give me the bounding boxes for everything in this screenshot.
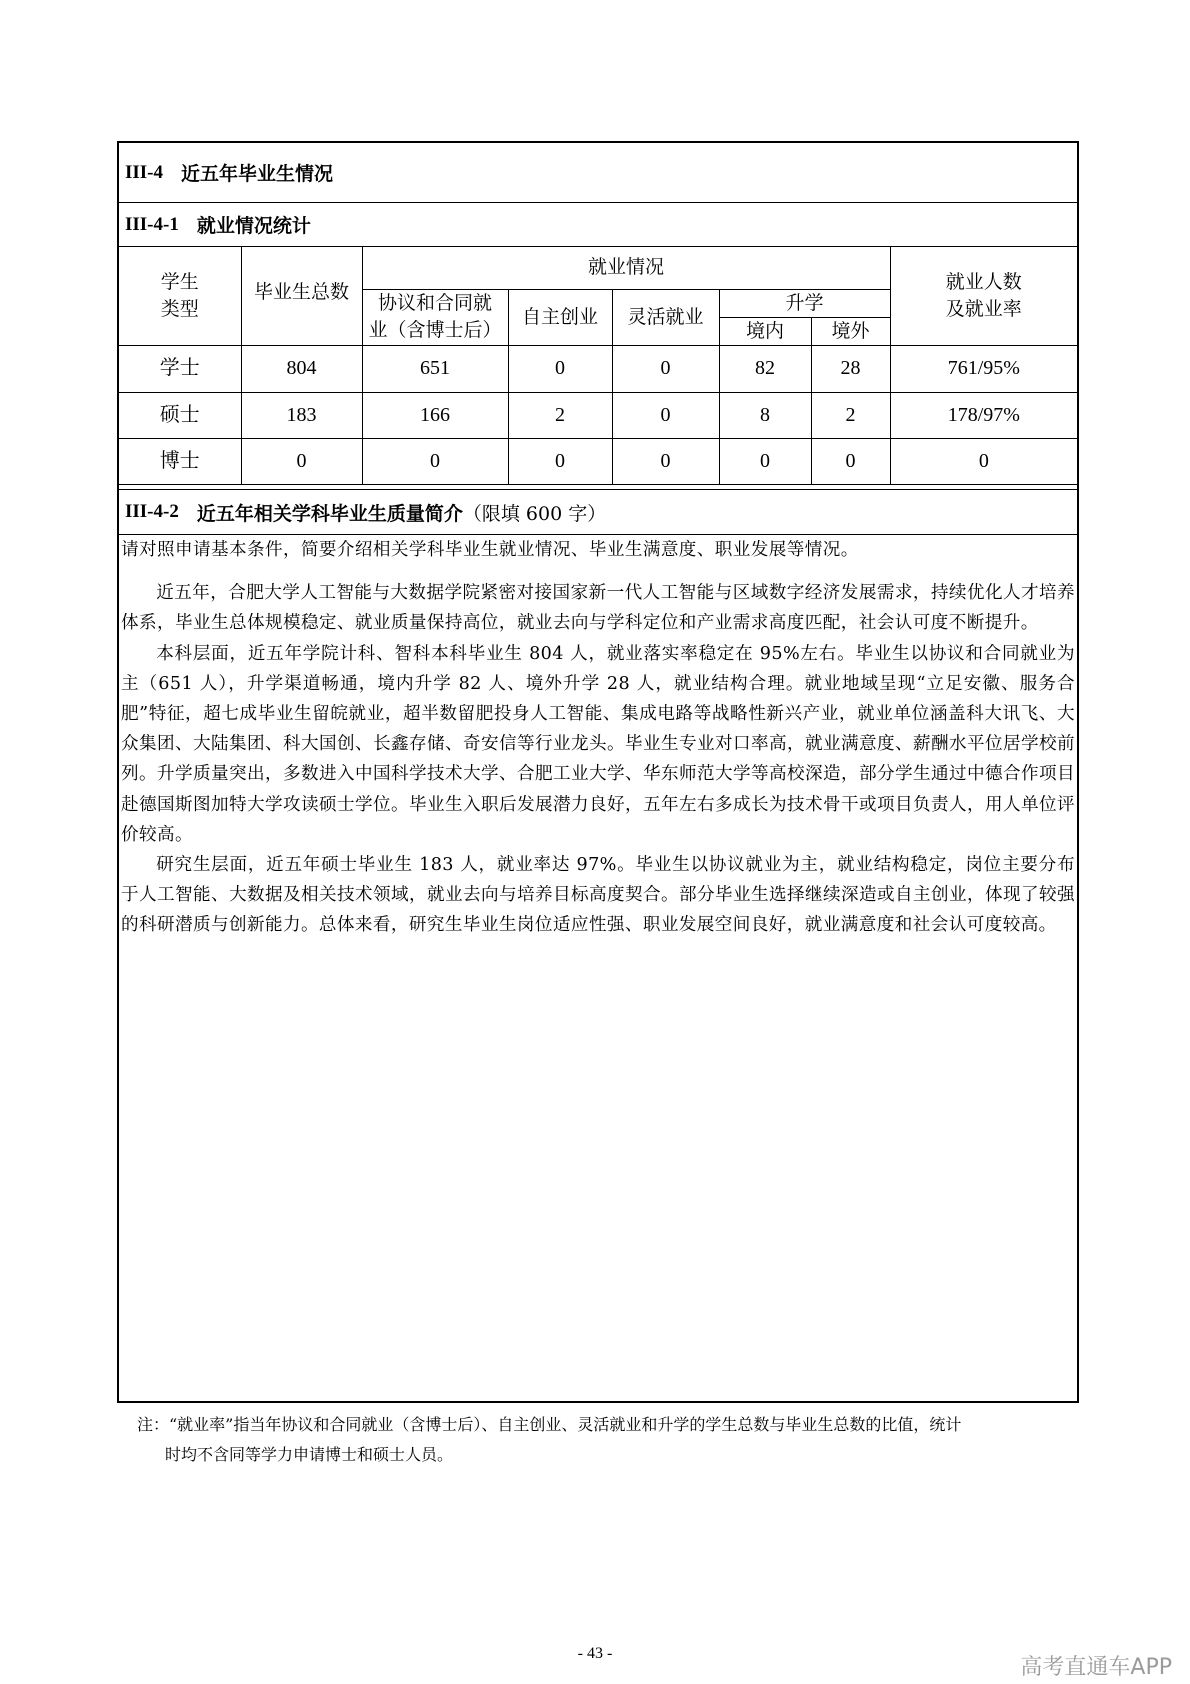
footnote (137, 1410, 1077, 1470)
section-code: III-4 (125, 161, 164, 183)
header-total: 毕业生总数 (241, 247, 362, 345)
cell-domestic: 8 (719, 392, 811, 438)
footnote-line: 时均不含同等学力申请博士和硕士人员。 (165, 1445, 454, 1464)
page-number: - 43 - (577, 1645, 613, 1662)
table-row (119, 392, 1077, 438)
paragraph: 近五年，合肥大学人工智能与大数据学院紧密对接国家新一代人工智能与区域数字经济发展需求，持续优化人才培养体系，毕业生总体规模稳定、就业质量保持高位，就业去向与学科定位和产业需求高度匹配，社会认可度不断提升。 (121, 583, 1075, 634)
header-domestic: 境内 (719, 317, 811, 345)
subsection-header-stats (119, 203, 1077, 247)
cell-flexible: 0 (612, 345, 719, 392)
table-row (119, 345, 1077, 392)
instruction-text: 请对照申请基本条件，简要介绍相关学科毕业生就业情况、毕业生满意度、职业发展等情况。 (121, 540, 859, 560)
paragraph: 本科层面，近五年学院计科、智科本科毕业生 804 人，就业落实率稳定在 95%左右。毕业生以协议和合同就业为主（651 人），升学渠道畅通，境内升学 82 人、境外升学 28 人，就业结构合理。就业地域呈现“立足安徽、服务合肥”特征，超七成毕业生留皖就业，超半数留肥投身人工智能、集成电路等战略性新兴产业，就业单位涵盖科大讯飞、大众集团、大陆集团、科大国创、长鑫存储、奇安信等行业龙头。毕业生专业对口率高，就业满意度、薪酬水平位居学校前列。升学质量突出，多数进入中国科学技术大学、合肥工业大学、华东师范大学等高校深造，部分学生通过中德合作项目赴德国斯图加特大学攻读硕士学位。毕业生入职后发展潜力良好，五年左右多成长为技术骨干或项目负责人，用人单位评价较高。 (121, 643, 1075, 845)
subsection-header-quality (119, 489, 1077, 535)
cell-overseas: 28 (811, 345, 890, 392)
header-student-type: 学生 类型 (119, 247, 241, 345)
header-self-employed: 自主创业 (508, 289, 612, 345)
header-flexible: 灵活就业 (612, 289, 719, 345)
cell-self-employed: 2 (508, 392, 612, 438)
section-header (119, 143, 1077, 203)
cell-contract: 0 (362, 438, 508, 484)
header-rate: 就业人数 及就业率 (890, 247, 1077, 345)
subsection-title: 就业情况统计 (196, 215, 311, 237)
section-title: 近五年毕业生情况 (181, 163, 334, 185)
header-contract: 协议和合同就 业（含博士后） (362, 289, 508, 345)
cell-rate: 761/95% (890, 345, 1077, 392)
watermark: 高考直通车APP (1020, 1655, 1172, 1680)
cell-type: 学士 (119, 345, 241, 392)
cell-type: 博士 (119, 438, 241, 484)
cell-contract: 651 (362, 345, 508, 392)
header-overseas: 境外 (811, 317, 890, 345)
form-frame (117, 141, 1079, 1403)
cell-total: 183 (241, 392, 362, 438)
cell-type: 硕士 (119, 392, 241, 438)
employment-table (119, 247, 1077, 485)
cell-overseas: 2 (811, 392, 890, 438)
cell-self-employed: 0 (508, 438, 612, 484)
subsection-code: III-4-1 (125, 213, 179, 235)
header-employment: 就业情况 (362, 247, 890, 289)
cell-contract: 166 (362, 392, 508, 438)
cell-flexible: 0 (612, 438, 719, 484)
cell-rate: 0 (890, 438, 1077, 484)
cell-domestic: 0 (719, 438, 811, 484)
cell-flexible: 0 (612, 392, 719, 438)
cell-self-employed: 0 (508, 345, 612, 392)
quality-summary (121, 535, 1075, 941)
footnote-line: 注：“就业率”指当年协议和合同就业（含博士后）、自主创业、灵活就业和升学的学生总数与毕业生总数的比值，统计 (137, 1415, 962, 1434)
cell-overseas: 0 (811, 438, 890, 484)
cell-total: 0 (241, 438, 362, 484)
paragraph: 研究生层面，近五年硕士毕业生 183 人，就业率达 97%。毕业生以协议就业为主，就业结构稳定，岗位主要分布于人工智能、大数据及相关技术领域，就业去向与培养目标高度契合。部分毕业生选择继续深造或自主创业，体现了较强的科研潜质与创新能力。总体来看，研究生毕业生岗位适应性强、职业发展空间良好，就业满意度和社会认可度较高。 (121, 855, 1075, 936)
word-limit: （限填 600 字） (462, 502, 607, 525)
header-further-study: 升学 (719, 289, 890, 317)
cell-rate: 178/97% (890, 392, 1077, 438)
table-row (119, 438, 1077, 484)
subsection-title: 近五年相关学科毕业生质量简介 (196, 502, 463, 525)
subsection-code: III-4-2 (125, 501, 179, 522)
cell-domestic: 82 (719, 345, 811, 392)
cell-total: 804 (241, 345, 362, 392)
